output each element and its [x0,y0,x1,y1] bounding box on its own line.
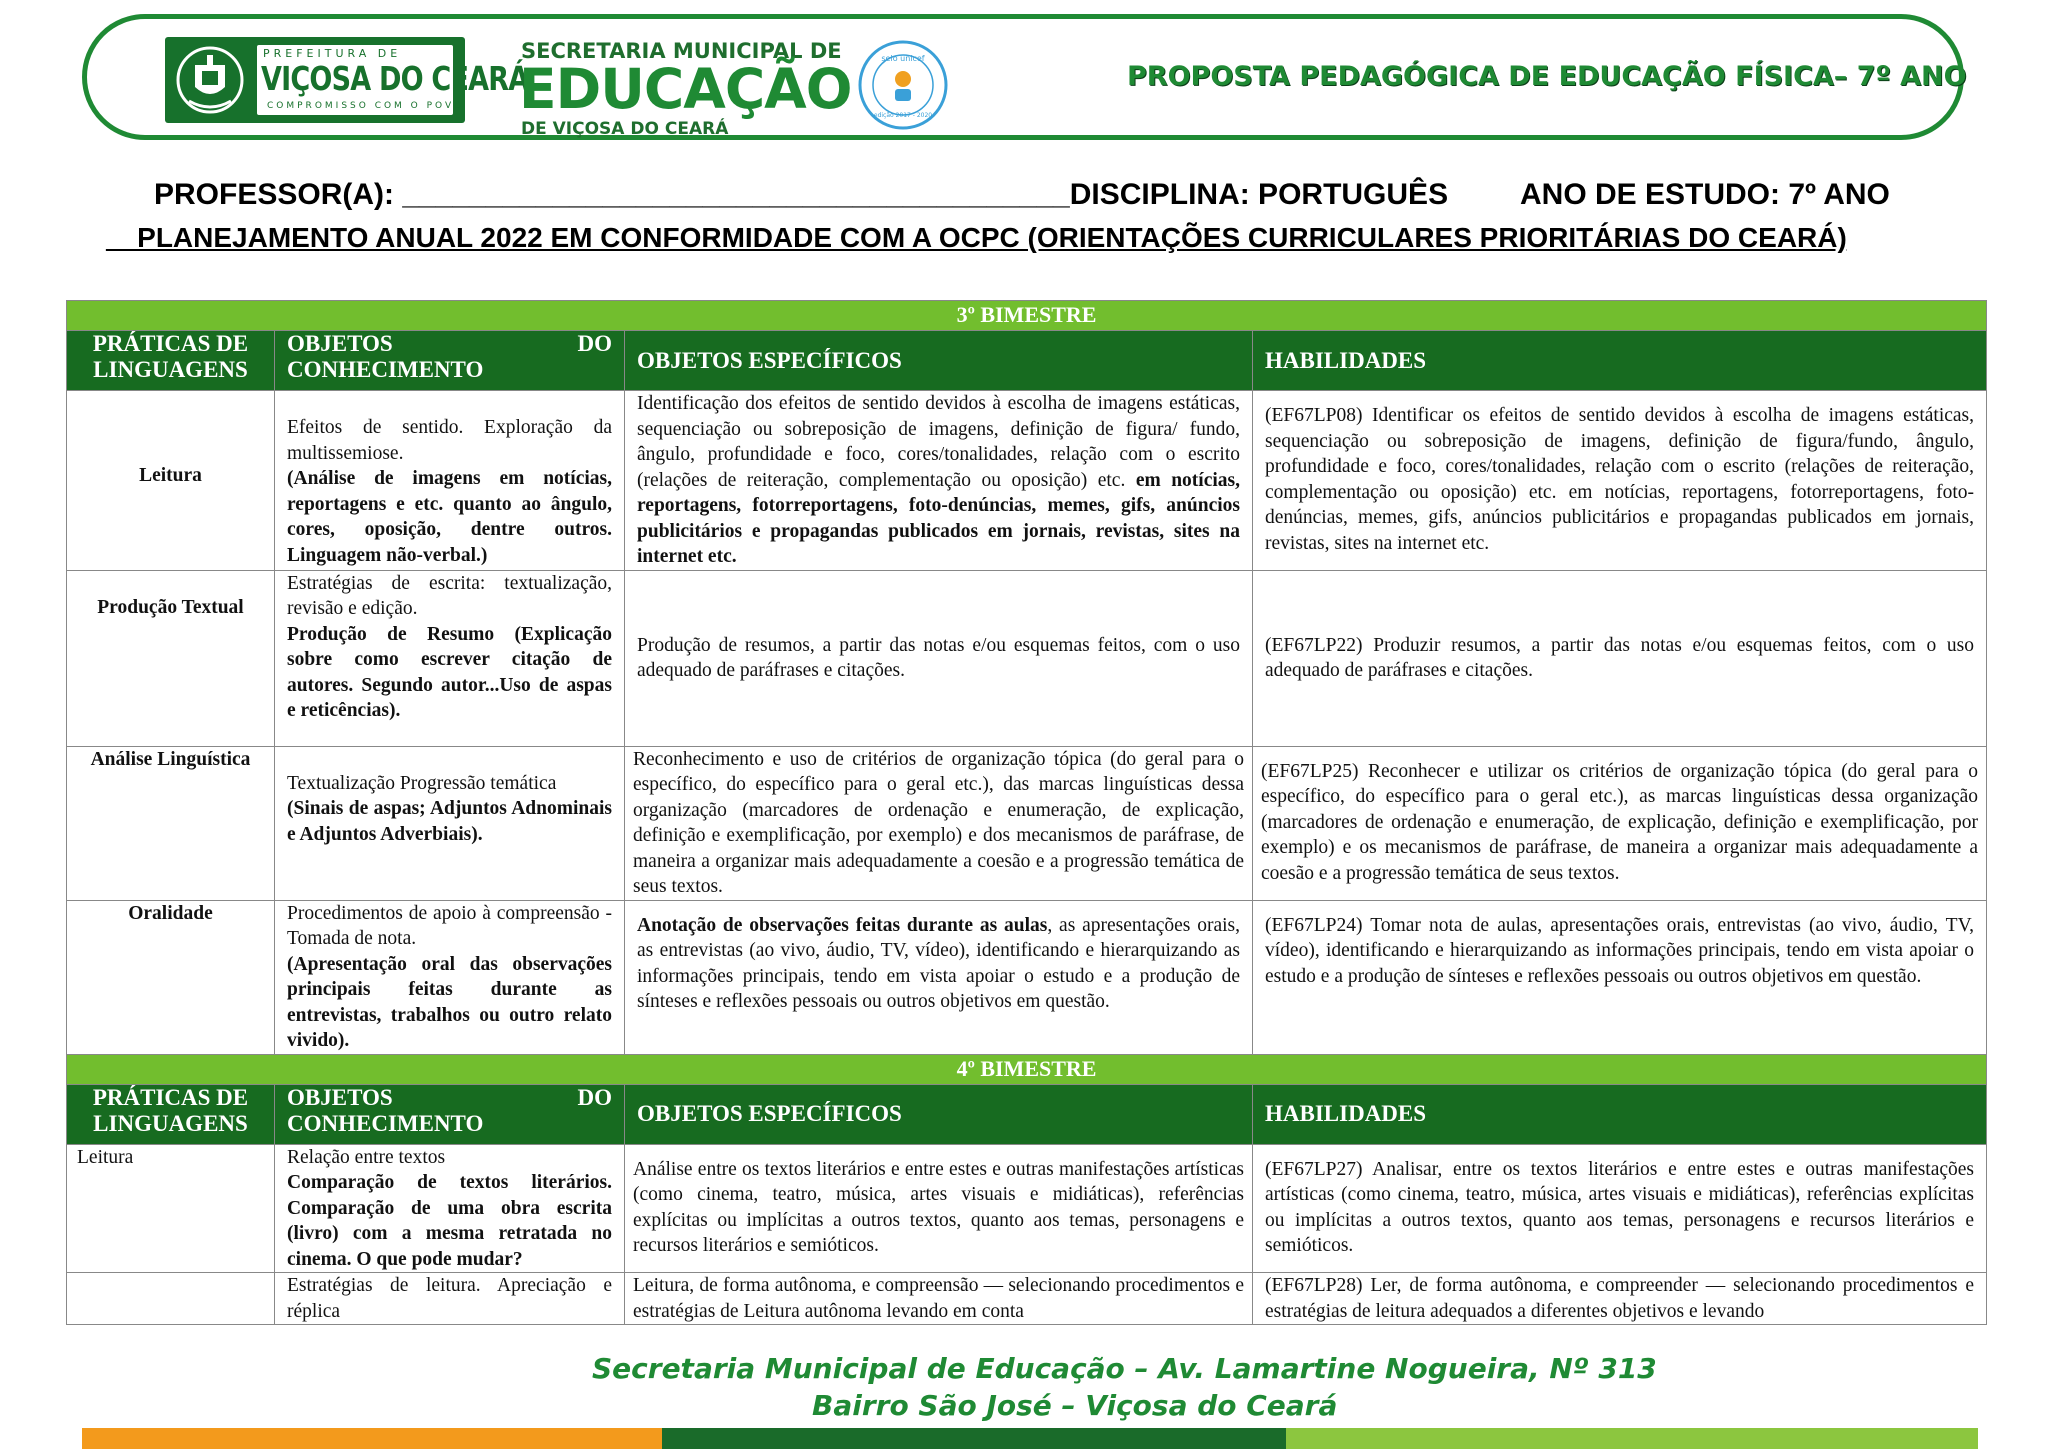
footer-address-line2: Bairro São José – Viçosa do Ceará [812,1389,1338,1422]
habilidade-cell: (EF67LP27) Analisar, entre os textos literários e entre estes e outras manifestações artísticas (como cinema, teatro, música, artes visuais e midiáticas), referências explícitas ou implícitas a outros textos, quanto aos temas, personagens e recursos literários e semióticos. [1253,1144,1987,1273]
year-of-study: ANO DE ESTUDO: 7º ANO [1520,178,1890,211]
habilidade-cell: (EF67LP08) Identificar os efeitos de sentido devidos à escolha de imagens estáticas, sequenciação ou sobreposição de imagens, definição de figura/fundo, ângulo, profundidade e foco, cores/tonalidades, relação com o escrito (relações de reiteração, complementação ou oposição) etc. em notícias, reportagens, fotorreportagens, foto-denúncias, memes, gifs, anúncios publicitários e propagandas publicados em jornais, revistas, sites na internet etc. [1253,391,1987,571]
footer-stripe-light-green [1286,1428,1978,1449]
objeto-bold-text: (Apresentação oral das observações principais feitas durante as entrevistas, trabalhos ou outro relato vivido). [287,953,612,1051]
especifico-cell: Análise entre os textos literários e entre estes e outras manifestações artísticas (como cinema, teatro, música, artes visuais e midiáticas), referências explícitas ou implícitas a outros textos, quanto aos temas, personagens e recursos literários e semióticos. [625,1144,1253,1273]
plan-title: __PLANEJAMENTO ANUAL 2022 EM CONFORMIDADE COM A OCPC (ORIENTAÇÕES CURRICULARES PRIORITÁRIAS DO CEARÁ) [106,222,1847,253]
secretaria-line1: SECRETARIA MUNICIPAL DE [521,39,842,63]
header-praticas: PRÁTICAS DE LINGUAGENS [67,1084,275,1144]
especifico-bold-text: em notícias, reportagens, fotorreportagens, foto-denúncias, memes, gifs, anúncios publicitários e propagandas publicados em jornais, revistas, sites na internet etc. [637,469,1240,567]
objeto-bold-text: Produção de Resumo (Explicação sobre como escrever citação de autores. Segundo autor...Uso de aspas e reticências). [287,623,612,721]
especifico-cell: Leitura, de forma autônoma, e compreensão — selecionando procedimentos e estratégias de Leitura autônoma levando em conta [625,1273,1253,1325]
table-header-row [67,331,1987,391]
footer-stripe-orange [82,1428,662,1449]
table-row [67,746,1987,900]
especifico-cell: Produção de resumos, a partir das notas e/ou esquemas feitos, com o uso adequado de paráfrases e citações. [625,570,1253,746]
header-banner [82,14,1967,140]
habilidade-cell: (EF67LP28) Ler, de forma autônoma, e compreender — selecionando procedimentos e estratégias de leitura adequados a diferentes objetivos e levando [1253,1273,1987,1325]
objeto-cell [275,1144,625,1273]
pratica-cell: Produção Textual [67,570,275,746]
objeto-cell [275,570,625,746]
especifico-text: , as apresentações orais, as entrevistas (ao vivo, áudio, TV, vídeo), identificando e hierarquizando as informações principais, tendo em vista apoiar o estudo e a produção de sínteses e reflexões pessoais ou outros objetivos em questão. [637,914,1240,1012]
header-especificos: OBJETOS ESPECÍFICOS [625,331,1253,391]
secretaria-line2: EDUCAÇÃO [519,57,852,121]
objeto-cell [275,900,625,1054]
unicef-seal-icon [857,39,949,131]
prefeitura-label: PREFEITURA DE [263,47,402,60]
footer-stripe-dark-green [662,1428,1286,1449]
header-objetos [275,331,625,391]
table-row [67,1273,1987,1325]
prefeitura-slogan: COMPROMISSO COM O POVO [267,101,465,111]
objeto-cell [275,746,625,900]
prefeitura-logo [165,37,529,123]
bimester-4-header [67,1054,1987,1084]
secretaria-line3: DE VIÇOSA DO CEARÁ [521,119,729,139]
pratica-cell: Leitura [67,1144,275,1273]
pratica-cell: Leitura [67,391,275,571]
pratica-cell [67,1273,275,1325]
objeto-cell: Estratégias de leitura. Apreciação e réplica [275,1273,625,1325]
header-do-word: DO [577,1084,612,1110]
header-conhecimento-word: CONHECIMENTO [287,357,484,382]
pratica-cell: Análise Linguística [67,746,275,900]
prefeitura-wordmark [257,45,529,115]
table-row [67,570,1987,746]
bimester-3-header [67,301,1987,331]
habilidade-cell: (EF67LP25) Reconhecer e utilizar os critérios de organização tópica (do geral para o específico, do específico para o geral etc.), as marcas linguísticas dessa organização (marcadores de ordenação e enumeração, de explicação, definição e exemplificação, por exemplo) e os mecanismos de paráfrase, de maneira a organizar mais adequadamente a coesão e a progressão temática de seus textos. [1253,746,1987,900]
unicef-edition: edição 2017 - 2020 [873,112,933,119]
curriculum-table [66,300,1987,1325]
objeto-bold-text: (Sinais de aspas; Adjuntos Adnominais e Adjuntos Adverbiais). [287,798,612,845]
table-header-row [67,1084,1987,1144]
header-objetos-word: OBJETOS [287,1084,393,1110]
footer-address-line1: Secretaria Municipal de Educação – Av. Lamartine Nogueira, Nº 313 [592,1352,1657,1385]
header-conhecimento-word: CONHECIMENTO [287,1110,484,1136]
especifico-bold-text: Anotação de observações feitas durante as aulas [637,914,1048,936]
especifico-cell [625,900,1253,1054]
city-name: VIÇOSA DO CEARÁ [261,59,529,98]
header-objetos [275,1084,625,1144]
objeto-bold-text: (Análise de imagens em notícias, reportagens e etc. quanto ao ângulo, cores, oposição, dentre outros. Linguagem não-verbal.) [287,468,612,566]
pratica-cell: Oralidade [67,900,275,1054]
objeto-text: Estratégias de escrita: textualização, revisão e edição. [287,572,612,619]
objeto-cell [275,391,625,571]
objeto-text: Relação entre textos [287,1146,446,1168]
habilidade-cell: (EF67LP22) Produzir resumos, a partir das notas e/ou esquemas feitos, com o uso adequado de paráfrases e citações. [1253,570,1987,746]
table-row [67,900,1987,1054]
bimester-4-title: 4º BIMESTRE [67,1054,1987,1084]
header-habilidades: HABILIDADES [1253,1084,1987,1144]
objeto-text: Efeitos de sentido. Exploração da multissemiose. [287,417,612,464]
objeto-bold-text: Comparação de textos literários. Comparação de uma obra escrita (livro) com a mesma retratada no cinema. O que pode mudar? [287,1172,612,1270]
especifico-cell [625,391,1253,571]
header-do-word: DO [577,331,612,356]
header-objetos-word: OBJETOS [287,331,393,356]
bimester-3-title: 3º BIMESTRE [67,301,1987,331]
habilidade-cell: (EF67LP24) Tomar nota de aulas, apresentações orais, entrevistas (ao vivo, áudio, TV, vídeo), identificando e hierarquizando as informações principais, tendo em vista apoiar o estudo e a produção de sínteses e reflexões pessoais ou outros objetivos em questão. [1253,900,1987,1054]
municipal-seal-icon [175,43,245,117]
table-row [67,391,1987,571]
table-row [67,1144,1987,1273]
header-especificos: OBJETOS ESPECÍFICOS [625,1084,1253,1144]
proposal-title: PROPOSTA PEDAGÓGICA DE EDUCAÇÃO FÍSICA– 7º ANO [1127,61,1967,92]
unicef-label: selo unicef [881,54,925,63]
header-habilidades: HABILIDADES [1253,331,1987,391]
objeto-text: Procedimentos de apoio à compreensão - Tomada de nota. [287,902,612,949]
professor-discipline-line: PROFESSOR(A): ________________________________________DISCIPLINA: PORTUGUÊS [154,178,1449,211]
especifico-text: Identificação dos efeitos de sentido devidos à escolha de imagens estáticas, sequenciação ou sobreposição de imagens, definição de figura/ fundo, ângulo, profundidade e foco, cores/tonalidades, relação com o escrito (relações de reiteração, complementação ou oposição) etc. [637,393,1240,491]
especifico-cell: Reconhecimento e uso de critérios de organização tópica (do geral para o específico, do específico para o geral etc.), das marcas linguísticas dessa organização (marcadores de ordenação e enumeração, de explicação, definição e exemplificação, por exemplo) e dos mecanismos de paráfrase, de maneira a organizar mais adequadamente a coesão e a progressão temática de seus textos. [625,746,1253,900]
objeto-text: Textualização Progressão temática [287,772,557,794]
header-praticas: PRÁTICAS DE LINGUAGENS [67,331,275,391]
